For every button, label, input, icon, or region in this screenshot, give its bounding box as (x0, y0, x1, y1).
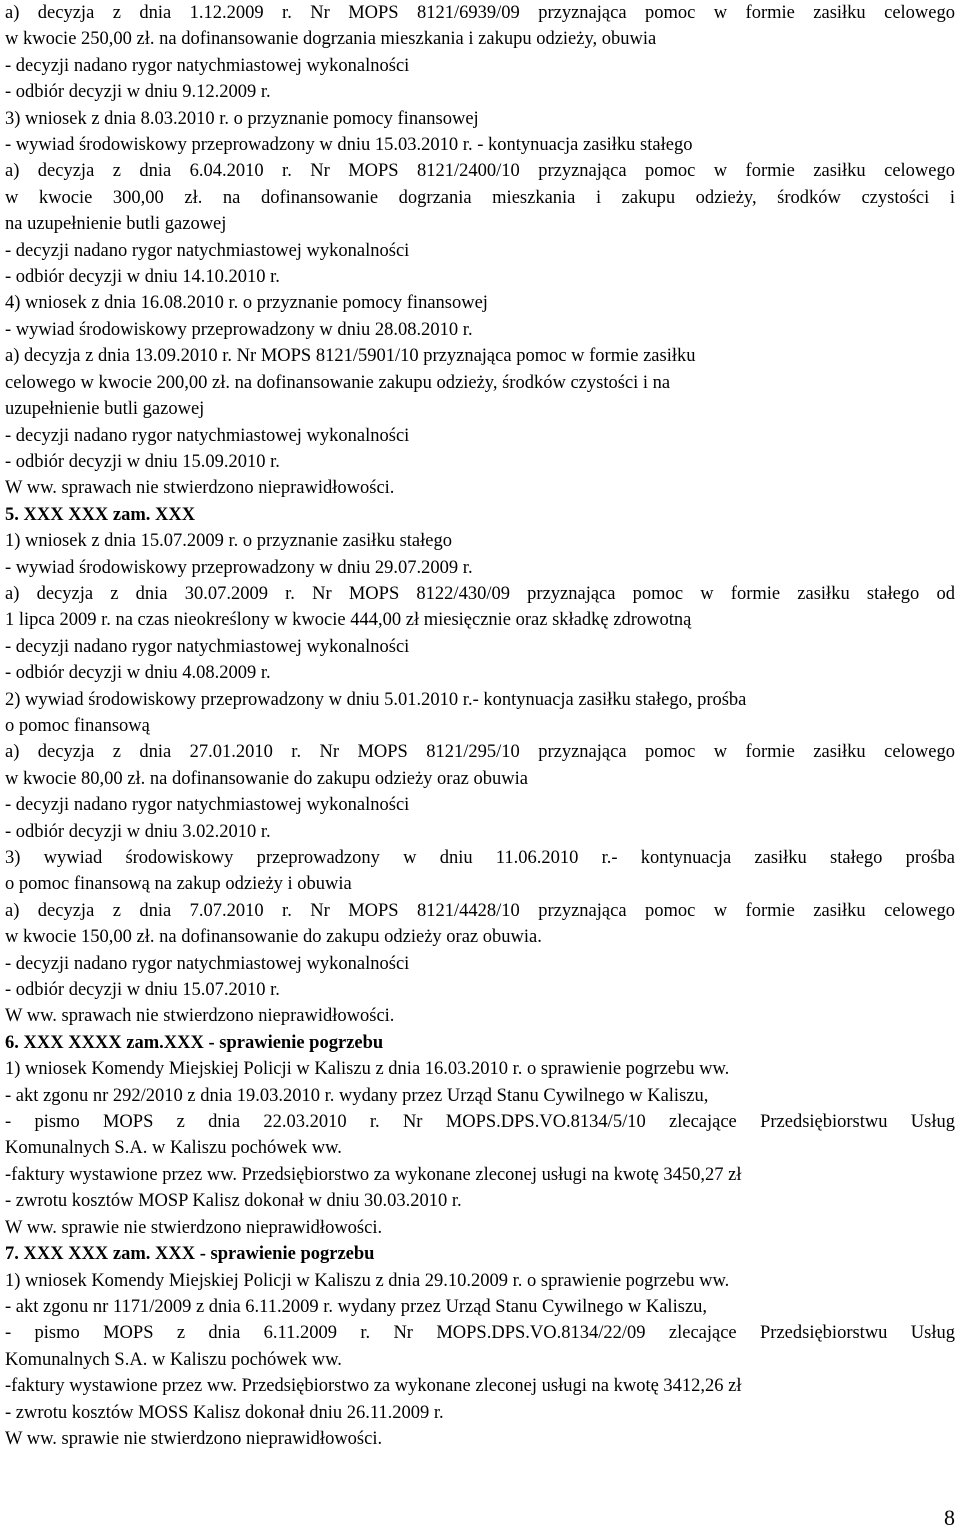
text-line: Komunalnych S.A. w Kaliszu pochówek ww. (5, 1138, 342, 1159)
text-line: 1) wniosek Komendy Miejskiej Policji w Kaliszu z dnia 29.10.2009 r. o sprawienie pogrzebu ww. (5, 1270, 730, 1291)
text-line: na uzupełnienie butli gazowej (5, 214, 227, 235)
text-line: - akt zgonu nr 292/2010 z dnia 19.03.2010 r. wydany przez Urząd Stanu Cywilnego w Kaliszu, (5, 1085, 709, 1106)
text-line: 2) wywiad środowiskowy przeprowadzony w dniu 5.01.2010 r.- kontynuacja zasiłku stałego, prośba (5, 689, 747, 710)
section-heading: 7. XXX XXX zam. XXX - sprawienie pogrzebu (5, 1244, 375, 1265)
text-line: a) decyzja z dnia 30.07.2009 r. Nr MOPS 8122/430/09 przyznająca pomoc w formie zasiłku stałego od (5, 583, 955, 604)
text-line: - zwrotu kosztów MOSS Kalisz dokonał dniu 26.11.2009 r. (5, 1402, 444, 1423)
text-line: -faktury wystawione przez ww. Przedsiębiorstwo za wykonane zleconej usługi na kwotę 3450,27 zł (5, 1164, 742, 1185)
text-line: a) decyzja z dnia 7.07.2010 r. Nr MOPS 8121/4428/10 przyznająca pomoc w formie zasiłku celowego (5, 900, 955, 921)
text-line: - decyzji nadano rygor natychmiastowej wykonalności (5, 240, 410, 261)
text-line: - odbiór decyzji w dniu 15.09.2010 r. (5, 451, 280, 472)
section-heading: 5. XXX XXX zam. XXX (5, 504, 196, 525)
text-line: - odbiór decyzji w dniu 3.02.2010 r. (5, 821, 271, 842)
text-line: uzupełnienie butli gazowej (5, 399, 205, 420)
text-line: - odbiór decyzji w dniu 9.12.2009 r. (5, 82, 271, 103)
text-line: - decyzji nadano rygor natychmiastowej wykonalności (5, 636, 410, 657)
text-line: o pomoc finansową na zakup odzieży i obuwia (5, 874, 352, 895)
text-line: a) decyzja z dnia 27.01.2010 r. Nr MOPS 8121/295/10 przyznająca pomoc w formie zasiłku celowego (5, 742, 955, 763)
text-line: - wywiad środowiskowy przeprowadzony w dniu 29.07.2009 r. (5, 557, 473, 578)
text-line: 1) wniosek Komendy Miejskiej Policji w Kaliszu z dnia 16.03.2010 r. o sprawienie pogrzebu ww. (5, 1059, 730, 1080)
text-line: - odbiór decyzji w dniu 15.07.2010 r. (5, 980, 280, 1001)
text-line: W ww. sprawach nie stwierdzono nieprawidłowości. (5, 1006, 395, 1027)
text-line: 1 lipca 2009 r. na czas nieokreślony w kwocie 444,00 zł miesięcznie oraz składkę zdrowotną (5, 610, 692, 631)
text-line: - odbiór decyzji w dniu 4.08.2009 r. (5, 663, 271, 684)
text-line: o pomoc finansową (5, 715, 150, 736)
text-line: W ww. sprawie nie stwierdzono nieprawidłowości. (5, 1428, 383, 1449)
text-line: 3) wniosek z dnia 8.03.2010 r. o przyznanie pomocy finansowej (5, 108, 479, 129)
text-line: 4) wniosek z dnia 16.08.2010 r. o przyznanie pomocy finansowej (5, 293, 488, 314)
page-number: 8 (944, 1505, 955, 1530)
text-line: a) decyzja z dnia 1.12.2009 r. Nr MOPS 8121/6939/09 przyznająca pomoc w formie zasiłku celowego (5, 3, 955, 23)
text-line: W ww. sprawach nie stwierdzono nieprawidłowości. (5, 478, 395, 499)
text-line: w kwocie 80,00 zł. na dofinansowanie do zakupu odzieży oraz obuwia (5, 768, 528, 789)
text-line: - decyzji nadano rygor natychmiastowej wykonalności (5, 953, 410, 974)
text-line: 3) wywiad środowiskowy przeprowadzony w dniu 11.06.2010 r.- kontynuacja zasiłku stałego prośba (5, 848, 955, 868)
text-line: -faktury wystawione przez ww. Przedsiębiorstwo za wykonane zleconej usługi na kwotę 3412,26 zł (5, 1376, 742, 1397)
text-line: - akt zgonu nr 1171/2009 z dnia 6.11.2009 r. wydany przez Urząd Stanu Cywilnego w Kaliszu, (5, 1296, 707, 1317)
text-line: - zwrotu kosztów MOSP Kalisz dokonał w dniu 30.03.2010 r. (5, 1191, 462, 1212)
text-line: - decyzji nadano rygor natychmiastowej wykonalności (5, 55, 410, 76)
text-line: w kwocie 150,00 zł. na dofinansowanie do zakupu odzieży oraz obuwia. (5, 927, 542, 948)
text-line: - pismo MOPS z dnia 6.11.2009 r. Nr MOPS.DPS.VO.8134/22/09 zlecające Przedsiębiorstwu Usług (5, 1323, 955, 1344)
text-line: - wywiad środowiskowy przeprowadzony w dniu 28.08.2010 r. (5, 319, 473, 340)
text-line: - odbiór decyzji w dniu 14.10.2010 r. (5, 267, 280, 288)
text-line: a) decyzja z dnia 6.04.2010 r. Nr MOPS 8121/2400/10 przyznająca pomoc w formie zasiłku celowego (5, 161, 955, 182)
document-body (5, 0, 955, 1452)
text-line: - decyzji nadano rygor natychmiastowej wykonalności (5, 425, 410, 446)
text-line: w kwocie 300,00 zł. na dofinansowanie dogrzania mieszkania i zakupu odzieży, środków czystości i (5, 187, 955, 208)
text-line: a) decyzja z dnia 13.09.2010 r. Nr MOPS 8121/5901/10 przyznająca pomoc w formie zasiłku (5, 346, 696, 367)
text-line: Komunalnych S.A. w Kaliszu pochówek ww. (5, 1349, 342, 1370)
text-line: - decyzji nadano rygor natychmiastowej wykonalności (5, 795, 410, 816)
text-line: 1) wniosek z dnia 15.07.2009 r. o przyznanie zasiłku stałego (5, 531, 452, 552)
text-line: - wywiad środowiskowy przeprowadzony w dniu 15.03.2010 r. - kontynuacja zasiłku stałego (5, 135, 693, 156)
text-line: W ww. sprawie nie stwierdzono nieprawidłowości. (5, 1217, 383, 1238)
text-line: - pismo MOPS z dnia 22.03.2010 r. Nr MOPS.DPS.VO.8134/5/10 zlecające Przedsiębiorstwu Usług (5, 1112, 955, 1133)
text-line: w kwocie 250,00 zł. na dofinansowanie dogrzania mieszkania i zakupu odzieży, obuwia (5, 29, 657, 50)
text-line: celowego w kwocie 200,00 zł. na dofinansowanie zakupu odzieży, środków czystości i na (5, 372, 671, 393)
section-heading: 6. XXX XXXX zam.XXX - sprawienie pogrzebu (5, 1032, 384, 1053)
